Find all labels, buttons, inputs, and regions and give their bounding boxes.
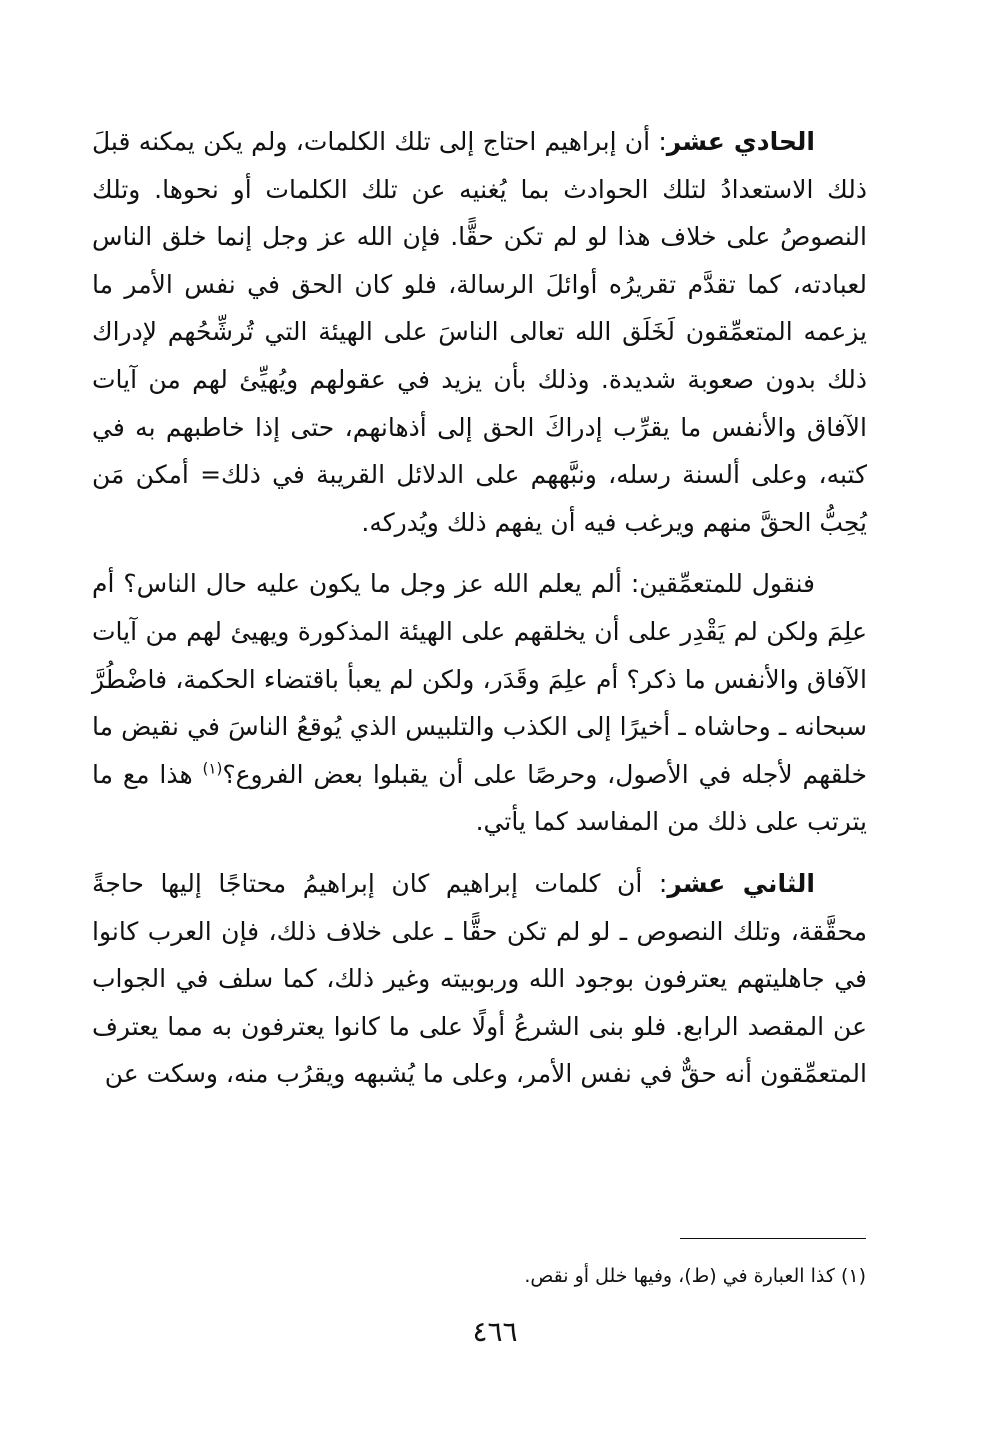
paragraph-heading: الحادي عشر	[666, 127, 815, 156]
paragraph-eleventh	[92, 118, 867, 546]
paragraph-text: : أن كلمات إبراهيم كان إبراهيمُ محتاجًا إليها حاجةً محقَّقة، وتلك النصوص ـ لو لم تكن حقًّا ـ على خلاف ذلك، فإن العرب كانوا في جاهليتهم يعترفون بوجود الله وربوبيته وغير ذلك، كما سلف في الجواب عن المقصد الرابع. فلو بنى الشرعُ أولًا على ما كانوا يعترفون به مما يعترف المتعمِّقون أنه حقٌّ في نفس الأمر، وعلى ما يُشبهه ويقرُب منه، وسكت عن	[92, 868, 867, 1089]
paragraph-text-continued: هذا مع ما يترتب على ذلك من المفاسد كما يأتي.	[92, 759, 867, 837]
main-text-block	[92, 118, 867, 1112]
paragraph-text: فنقول للمتعمِّقين: ألم يعلم الله عز وجل ما يكون عليه حال الناس؟ أم علِمَ ولكن لم يَقْدِر على أن يخلقهم على الهيئة المذكورة ويهيئ لهم من آيات الآفاق والأنفس ما ذكر؟ أم علِمَ وقَدَر، ولكن لم يعبأ باقتضاء الحكمة، فاضْطُرَّ سبحانه ـ وحاشاه ـ أخيرًا إلى الكذب والتلبيس الذي يُوقعُ الناسَ في نقيض ما خلقهم لأجله في الأصول، وحرصًا على أن يقبلوا بعض الفروع؟	[92, 569, 867, 789]
footnote-divider	[680, 1238, 866, 1239]
footnote	[400, 1262, 866, 1290]
paragraph-heading: الثاني عشر	[667, 868, 815, 898]
paragraph-questions	[92, 560, 867, 846]
footnote-reference: (١)	[202, 759, 223, 778]
paragraph-text: : أن إبراهيم احتاج إلى تلك الكلمات، ولم يكن يمكنه قبلَ ذلك الاستعدادُ لتلك الحوادث بما يُغنيه عن تلك الكلمات أو نحوها. وتلك النصوصُ على خلاف هذا لو لم تكن حقًّا. فإن الله عز وجل إنما خلق الناس لعبادته، كما تقدَّم تقريرُه أوائلَ الرسالة، فلو كان الحق في نفس الأمر ما يزعمه المتعمِّقون لَخَلَق الله تعالى الناسَ على الهيئة التي تُرشِّحُهم لإدراك ذلك بدون صعوبة شديدة. وذلك بأن يزيد في عقولهم ويُهيِّئ لهم من آيات الآفاق والأنفس ما يقرِّب إدراكَ الحق إلى أذهانهم، حتى إذا خاطبهم به في كتبه، وعلى ألسنة رسله، ونبَّههم على الدلائل القريبة في ذلك= أمكن مَن يُحِبُّ الحقَّ منهم ويرغب فيه أن يفهم ذلك ويُدركه.	[92, 127, 867, 537]
footnote-marker: (١)	[840, 1265, 866, 1287]
page-number: ٤٦٦	[472, 1315, 518, 1348]
paragraph-twelfth	[92, 860, 867, 1098]
footnote-text: كذا العبارة في (ط)، وفيها خلل أو نقص.	[524, 1265, 841, 1287]
